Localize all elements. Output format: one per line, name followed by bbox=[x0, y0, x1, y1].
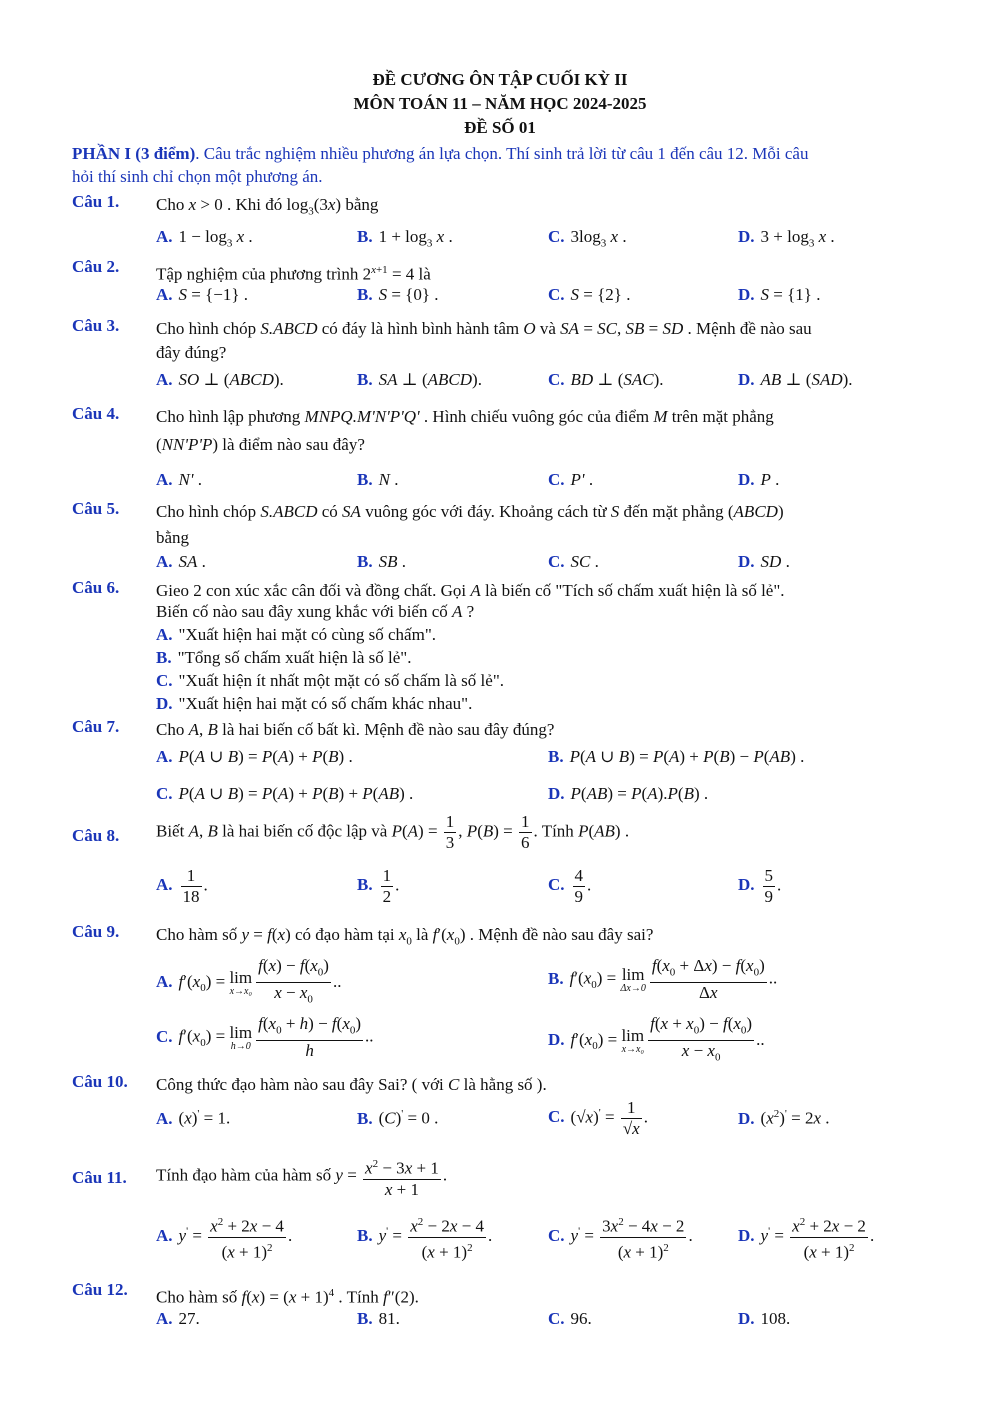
option-c[interactable]: C. SC . bbox=[548, 552, 599, 571]
option-c[interactable]: C. BD ⊥ (SAC). bbox=[548, 370, 664, 389]
question-label: Câu 11. bbox=[72, 1168, 127, 1187]
question-text: Biết A, B là hai biến cố độc lập và P(A) = $\frac{1}{3}$ , P(B) = $\frac{1}{6}$ . Tính P(AB) . bbox=[156, 812, 630, 852]
option-d[interactable]: D. $\frac{5}{9}$ . bbox=[738, 866, 782, 906]
question-7 bbox=[72, 717, 954, 747]
doc-title: ĐỀ CƯƠNG ÔN TẬP CUỐI KỲ II bbox=[372, 70, 628, 89]
question-text-cont: Biến cố nào sau đây xung khắc với biến cố A ? bbox=[156, 602, 475, 621]
option-d[interactable]: D. S = {1} . bbox=[738, 285, 821, 304]
question-text: Cho hình lập phương MNPQ.M'N'P'Q' . Hình chiếu vuông góc của điểm M trên mặt phẳng bbox=[156, 407, 774, 426]
question-text-cont: (NN'P'P) là điểm nào sau đây? bbox=[156, 435, 365, 454]
option-a[interactable]: A. N' . bbox=[156, 470, 203, 489]
question-text: Cho hàm số $f(x) = (x + 1)^4$ . Tính f″(2). bbox=[156, 1287, 419, 1307]
doc-subtitle: MÔN TOÁN 11 – NĂM HỌC 2024-2025 bbox=[353, 94, 647, 113]
option-a[interactable]: A. "Xuất hiện hai mặt có cùng số chấm". bbox=[156, 625, 437, 644]
option-b[interactable]: B. 81. bbox=[357, 1309, 400, 1328]
question-text: Cho A, B là hai biến cố bất kì. Mệnh đề nào sau đây đúng? bbox=[156, 720, 555, 739]
option-a[interactable]: A. P(A ∪ B) = P(A) + P(B) . bbox=[156, 747, 353, 766]
option-b[interactable]: B. N . bbox=[357, 470, 399, 489]
question-label: Câu 1. bbox=[72, 192, 120, 211]
option-d[interactable]: D. SD . bbox=[738, 552, 790, 571]
option-b[interactable]: B. (C)' = 0 . bbox=[357, 1108, 439, 1128]
part-text-2: hỏi thí sinh chỉ chọn một phương án. bbox=[72, 167, 323, 186]
option-d[interactable]: D. 108. bbox=[738, 1309, 791, 1328]
question-text: Công thức đạo hàm nào sau đây Sai? ( với C là hằng số ). bbox=[156, 1075, 547, 1094]
part-intro bbox=[72, 142, 954, 188]
question-text: Cho x > 0 . Khi đó $\log_3(3x)$ bằng bbox=[156, 195, 379, 218]
question-3 bbox=[72, 316, 954, 346]
option-d[interactable]: D. P . bbox=[738, 470, 780, 489]
option-c[interactable]: C. $\frac{4}{9}$ . bbox=[548, 866, 592, 906]
question-label: Câu 9. bbox=[72, 922, 120, 941]
question-text: Tập nghiệm của phương trình $2^{x+1} = 4$ là bbox=[156, 264, 431, 284]
part-text-1: . Câu trắc nghiệm nhiều phương án lựa chọn. Thí sinh trả lời từ câu 1 đến câu 12. Mỗi câu bbox=[195, 144, 809, 163]
option-a[interactable]: A. $\frac{1}{18}$ . bbox=[156, 866, 208, 906]
option-c[interactable]: C. 96. bbox=[548, 1309, 592, 1328]
question-1 bbox=[72, 192, 954, 222]
option-d[interactable]: D. $f'(x_0)$ = lim x→x₀ $\frac{f(x + x_0) - f(x_0)}{x - x_0}$ .. bbox=[548, 1014, 765, 1064]
question-5 bbox=[72, 499, 954, 529]
part-title: PHẦN I (3 điểm) bbox=[72, 144, 196, 163]
option-a[interactable]: A. SA . bbox=[156, 552, 206, 571]
option-b[interactable]: B. SB . bbox=[357, 552, 406, 571]
question-11 bbox=[72, 1158, 954, 1199]
option-a[interactable]: A. $f'(x_0)$ = lim x→x₀ $\frac{f(x) - f(x_0)}{x - x_0}$ .. bbox=[156, 956, 342, 1006]
option-a[interactable]: A. SO ⊥ (ABCD). bbox=[156, 370, 284, 389]
option-c[interactable]: C. $f'(x_0)$ = lim h→0 $\frac{f(x_0 + h) - f(x_0)}{h}$ .. bbox=[156, 1014, 374, 1061]
question-label: Câu 2. bbox=[72, 257, 120, 276]
option-b[interactable]: B. "Tổng số chấm xuất hiện là số lẻ". bbox=[156, 648, 412, 667]
question-12 bbox=[72, 1280, 954, 1310]
option-c[interactable]: C. y' = $\frac{3x^2 - 4x - 2}{(x + 1)^2}$ . bbox=[548, 1212, 693, 1262]
question-text-cont: đây đúng? bbox=[156, 343, 227, 362]
question-label: Câu 6. bbox=[72, 578, 120, 597]
question-10 bbox=[72, 1072, 954, 1102]
question-text: Cho hình chóp S.ABCD có SA vuông góc với đáy. Khoảng cách từ S đến mặt phẳng (ABCD) bbox=[156, 502, 784, 521]
option-c[interactable]: C. $3\log_3$ x . bbox=[548, 227, 627, 250]
question-text-cont: bằng bbox=[156, 528, 190, 547]
question-label: Câu 10. bbox=[72, 1072, 128, 1091]
option-d[interactable]: D. "Xuất hiện hai mặt có số chấm khác nhau". bbox=[156, 694, 473, 713]
option-b[interactable]: B. $\frac{1}{2}$ . bbox=[357, 866, 400, 906]
option-a[interactable]: A. 27. bbox=[156, 1309, 200, 1328]
option-b[interactable]: B. y' = $\frac{x^2 - 2x - 4}{(x + 1)^2}$ . bbox=[357, 1212, 492, 1262]
question-text: Cho hình chóp S.ABCD có đáy là hình bình hành tâm O và SA = SC, SB = SD . Mệnh đề nào sau bbox=[156, 319, 812, 338]
question-label: Câu 5. bbox=[72, 499, 120, 518]
question-label: Câu 8. bbox=[72, 826, 120, 845]
option-b[interactable]: B. S = {0} . bbox=[357, 285, 439, 304]
question-8 bbox=[72, 812, 954, 856]
option-b[interactable]: B. $f'(x_0)$ = lim Δx→0 $\frac{f(x_0 + \Delta x) - f(x_0)}{\Delta x}$ .. bbox=[548, 956, 778, 1003]
option-d[interactable]: D. P(AB) = P(A).P(B) . bbox=[548, 784, 709, 803]
question-2 bbox=[72, 257, 954, 287]
option-a[interactable]: A. (x)' = 1. bbox=[156, 1108, 231, 1128]
option-c[interactable]: C. (√x)' = $\frac{1}{√x}$ . bbox=[548, 1098, 648, 1138]
option-d[interactable]: D. $(x^2)' = 2x$ . bbox=[738, 1108, 830, 1128]
option-a[interactable]: A. y' = $\frac{x^2 + 2x - 4}{(x + 1)^2}$ . bbox=[156, 1212, 292, 1262]
question-9 bbox=[72, 922, 954, 952]
option-a[interactable]: A. S = {−1} . bbox=[156, 285, 249, 304]
question-text: Tính đạo hàm của hàm số y = $\frac{x^2 - 3x + 1}{x + 1}$ . bbox=[156, 1154, 956, 1200]
doc-exam-number: ĐỀ SỐ 01 bbox=[464, 118, 536, 137]
question-4 bbox=[72, 404, 954, 434]
option-c[interactable]: C. "Xuất hiện ít nhất một mặt có số chấm là số lẻ". bbox=[156, 671, 505, 690]
option-d[interactable]: D. y' = $\frac{x^2 + 2x - 2}{(x + 1)^2}$ . bbox=[738, 1212, 874, 1262]
question-label: Câu 12. bbox=[72, 1280, 128, 1299]
question-label: Câu 4. bbox=[72, 404, 120, 423]
option-b[interactable]: B. P(A ∪ B) = P(A) + P(B) − P(AB) . bbox=[548, 747, 805, 766]
option-d[interactable]: D. $3 + \log_3 x$ . bbox=[738, 227, 835, 250]
option-b[interactable]: B. SA ⊥ (ABCD). bbox=[357, 370, 482, 389]
option-c[interactable]: C. S = {2} . bbox=[548, 285, 631, 304]
option-b[interactable]: B. $1 + \log_3 x$ . bbox=[357, 227, 453, 250]
option-a[interactable]: A. $1 - \log_3 x$ . bbox=[156, 227, 253, 250]
question-text: Gieo 2 con xúc xắc cân đối và đồng chất. Gọi A là biến cố "Tích số chấm xuất hiện là số lẻ". bbox=[156, 581, 785, 600]
option-c[interactable]: C. P' . bbox=[548, 470, 594, 489]
option-c[interactable]: C. P(A ∪ B) = P(A) + P(B) + P(AB) . bbox=[156, 784, 414, 803]
question-label: Câu 3. bbox=[72, 316, 120, 335]
question-text: Cho hàm số y = f(x) có đạo hàm tại $x_0$ là $f'(x_0)$ . Mệnh đề nào sau đây sai? bbox=[156, 925, 654, 948]
option-d[interactable]: D. AB ⊥ (SAD). bbox=[738, 370, 853, 389]
question-label: Câu 7. bbox=[72, 717, 120, 736]
